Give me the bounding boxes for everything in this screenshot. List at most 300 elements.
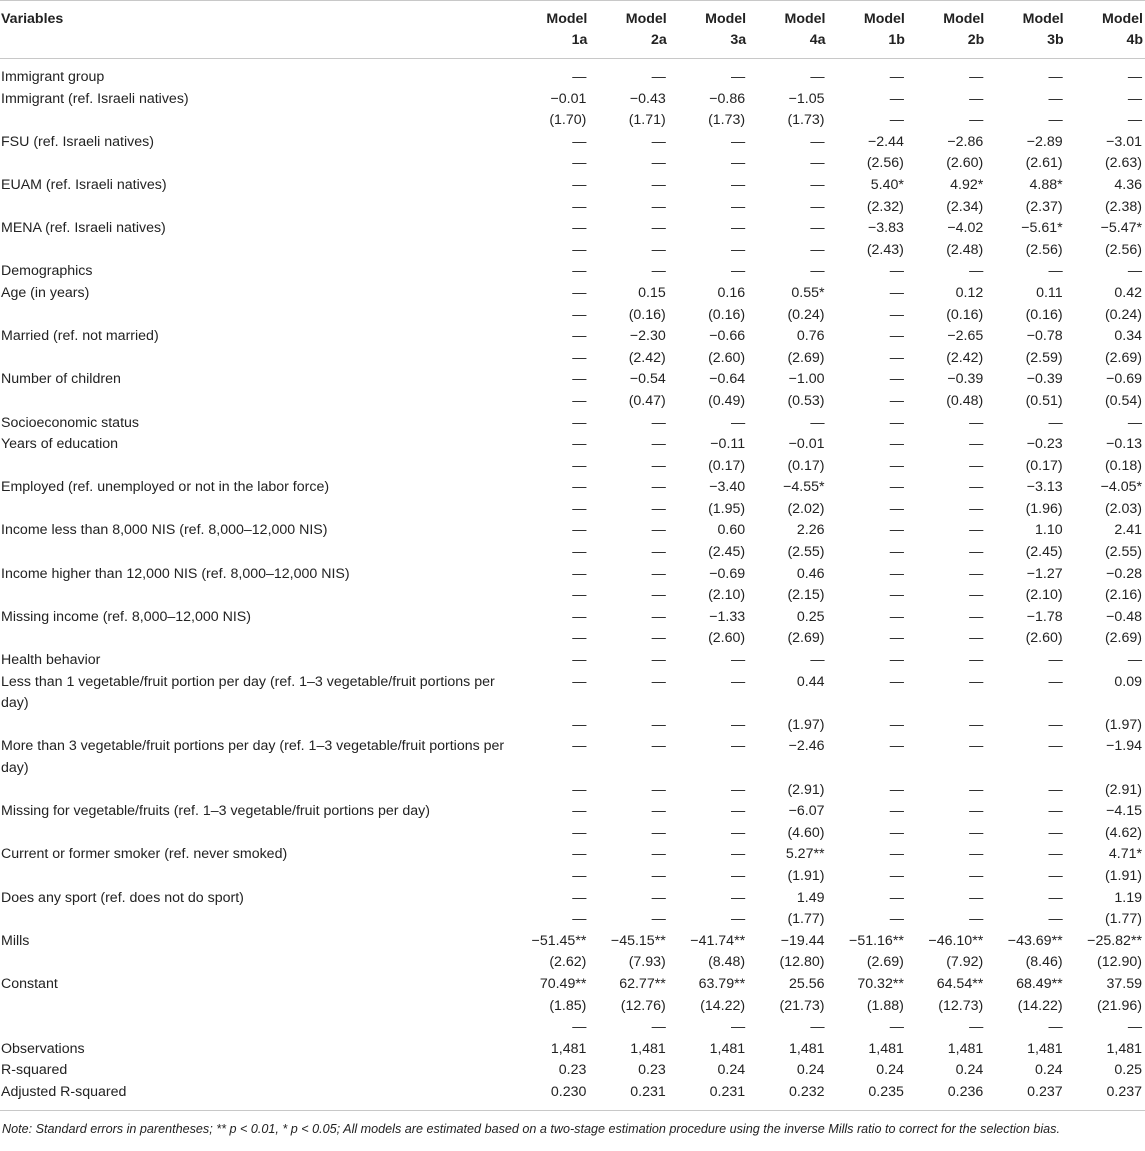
cell-value: 0.235 bbox=[868, 1083, 904, 1100]
cell-value: (1.91) bbox=[787, 867, 825, 884]
cell-value: — bbox=[969, 781, 984, 798]
row-label: Income less than 8,000 NIS (ref. 8,000–12,000 NIS) bbox=[1, 522, 328, 539]
table-row bbox=[0, 607, 1145, 629]
row-label bbox=[0, 153, 510, 175]
table-row bbox=[0, 1082, 1145, 1110]
cell-value: (1.73) bbox=[708, 112, 746, 129]
cell-value: — bbox=[889, 738, 904, 755]
cell-value: 0.55* bbox=[791, 284, 825, 301]
row-label bbox=[0, 305, 510, 327]
table-row bbox=[0, 844, 1145, 866]
cell-value: (0.47) bbox=[628, 392, 666, 409]
model-header-line2: 3a bbox=[730, 32, 747, 48]
cell-value: −0.28 bbox=[1106, 565, 1142, 582]
cell-value: — bbox=[651, 479, 666, 496]
cell-value: — bbox=[651, 1019, 666, 1036]
table-row bbox=[0, 1060, 1145, 1082]
model-header-line2: 4a bbox=[809, 32, 826, 48]
cell-value: (2.60) bbox=[1025, 630, 1063, 647]
row-label: Missing for vegetable/fruits (ref. 1–3 vegetable/fruit portions per day) bbox=[1, 803, 430, 820]
cell-value: — bbox=[651, 176, 666, 193]
cell-value: — bbox=[651, 673, 666, 690]
cell-value: — bbox=[730, 241, 746, 258]
cell-value: −0.43 bbox=[629, 90, 666, 107]
model-header-2b bbox=[907, 1, 986, 59]
table-row bbox=[0, 499, 1145, 521]
table-row bbox=[0, 59, 1145, 89]
cell-value: −3.40 bbox=[709, 479, 746, 496]
table-body bbox=[0, 59, 1145, 1111]
table-row bbox=[0, 89, 1145, 111]
cell-value: — bbox=[572, 846, 587, 863]
cell-value: — bbox=[889, 500, 904, 517]
cell-value: — bbox=[651, 889, 666, 906]
cell-value: (7.93) bbox=[628, 954, 666, 971]
cell-value: — bbox=[651, 608, 666, 625]
model-header-4b bbox=[1066, 1, 1145, 59]
cell-value: (8.46) bbox=[1025, 954, 1063, 971]
cell-value: (2.56) bbox=[1104, 241, 1142, 258]
header-row bbox=[0, 1, 1145, 59]
cell-value: (2.56) bbox=[1025, 241, 1063, 258]
cell-value: — bbox=[572, 587, 587, 604]
cell-value: 0.11 bbox=[1036, 284, 1063, 301]
cell-value: (2.69) bbox=[787, 349, 825, 366]
table-row bbox=[0, 283, 1145, 305]
row-label: Age (in years) bbox=[1, 284, 90, 301]
table-row bbox=[0, 520, 1145, 542]
cell-value: — bbox=[651, 522, 666, 539]
cell-value: — bbox=[730, 889, 746, 906]
row-label: More than 3 vegetable/fruit portions per day (ref. 1–3 vegetable/fruit portions per day) bbox=[1, 738, 505, 776]
cell-value: — bbox=[969, 112, 984, 129]
cell-value: — bbox=[969, 889, 984, 906]
cell-value: — bbox=[1048, 911, 1063, 928]
cell-value: (0.17) bbox=[708, 457, 746, 474]
cell-value: −0.78 bbox=[1026, 328, 1063, 345]
row-label: Immigrant group bbox=[1, 69, 105, 85]
cell-value: — bbox=[651, 198, 666, 215]
row-label: Number of children bbox=[1, 371, 121, 388]
row-label bbox=[0, 197, 510, 219]
row-label bbox=[0, 909, 510, 931]
cell-value: — bbox=[969, 673, 984, 690]
cell-value: (2.10) bbox=[1025, 587, 1063, 604]
table-row bbox=[0, 974, 1145, 996]
cell-value: — bbox=[1048, 1019, 1063, 1036]
row-label: Married (ref. not married) bbox=[1, 328, 159, 345]
model-header-line1: Model bbox=[784, 11, 826, 27]
cell-value: — bbox=[651, 457, 666, 474]
cell-value: — bbox=[969, 565, 984, 582]
table-row bbox=[0, 477, 1145, 499]
cell-value: (0.16) bbox=[708, 306, 746, 323]
row-label: Does any sport (ref. does not do sport) bbox=[1, 889, 244, 906]
cell-value: (2.45) bbox=[1025, 544, 1063, 561]
cell-value: — bbox=[572, 263, 587, 280]
cell-value: — bbox=[572, 522, 587, 539]
cell-value: — bbox=[810, 155, 825, 172]
cell-value: — bbox=[969, 867, 984, 884]
cell-value: (14.22) bbox=[1017, 997, 1063, 1014]
table-row bbox=[0, 996, 1145, 1018]
table-row bbox=[0, 931, 1145, 953]
cell-value: −1.78 bbox=[1026, 608, 1063, 625]
cell-value: 0.24 bbox=[876, 1062, 904, 1079]
cell-value: 0.60 bbox=[717, 522, 746, 539]
cell-value: — bbox=[889, 867, 904, 884]
cell-value: — bbox=[889, 90, 904, 107]
table-row bbox=[0, 413, 1145, 435]
cell-value: — bbox=[572, 306, 587, 323]
cell-value: — bbox=[1048, 90, 1063, 107]
cell-value: (2.48) bbox=[946, 241, 984, 258]
cell-value: 37.59 bbox=[1106, 975, 1142, 992]
cell-value: — bbox=[730, 803, 746, 820]
table-row bbox=[0, 715, 1145, 737]
cell-value: (2.91) bbox=[787, 781, 825, 798]
cell-value: (0.17) bbox=[1025, 457, 1063, 474]
cell-value: (1.96) bbox=[1025, 500, 1063, 517]
model-header-line2: 1b bbox=[888, 32, 905, 48]
cell-value: (2.60) bbox=[708, 349, 746, 366]
row-label bbox=[0, 585, 510, 607]
table-row bbox=[0, 153, 1145, 175]
cell-value: 2.41 bbox=[1114, 522, 1142, 539]
cell-value: −25.82** bbox=[1087, 932, 1142, 949]
table-row bbox=[0, 261, 1145, 283]
cell-value: −2.86 bbox=[947, 133, 984, 150]
cell-value: — bbox=[1048, 738, 1063, 755]
cell-value: — bbox=[730, 673, 746, 690]
cell-value: −0.69 bbox=[1106, 371, 1142, 388]
cell-value: (2.55) bbox=[1104, 544, 1142, 561]
cell-value: — bbox=[572, 436, 587, 453]
cell-value: — bbox=[969, 587, 984, 604]
cell-value: — bbox=[572, 176, 587, 193]
cell-value: 1,481 bbox=[868, 1040, 904, 1057]
cell-value: — bbox=[572, 1019, 587, 1036]
cell-value: — bbox=[969, 479, 984, 496]
table-row bbox=[0, 369, 1145, 391]
model-header-line1: Model bbox=[863, 11, 905, 27]
cell-value: — bbox=[651, 781, 666, 798]
cell-value: — bbox=[889, 522, 904, 539]
cell-value: 0.15 bbox=[638, 284, 666, 301]
cell-value: — bbox=[969, 544, 984, 561]
cell-value: — bbox=[730, 824, 746, 841]
cell-value: — bbox=[1048, 673, 1063, 690]
cell-value: — bbox=[572, 479, 587, 496]
table-row bbox=[0, 628, 1145, 650]
cell-value: 0.12 bbox=[955, 284, 984, 301]
cell-value: — bbox=[730, 69, 746, 85]
cell-value: −19.44 bbox=[780, 932, 825, 949]
cell-value: — bbox=[889, 565, 904, 582]
row-label: Demographics bbox=[1, 263, 93, 280]
cell-value: — bbox=[651, 587, 666, 604]
cell-value: — bbox=[889, 112, 904, 129]
model-header-line1: Model bbox=[705, 11, 747, 27]
cell-value: — bbox=[1048, 867, 1063, 884]
cell-value: (12.80) bbox=[779, 954, 825, 971]
cell-value: (2.69) bbox=[1104, 349, 1142, 366]
cell-value: — bbox=[651, 414, 666, 431]
cell-value: (0.16) bbox=[628, 306, 666, 323]
cell-value: — bbox=[1048, 846, 1063, 863]
cell-value: — bbox=[730, 867, 746, 884]
cell-value: (2.43) bbox=[866, 241, 904, 258]
row-label: Less than 1 vegetable/fruit portion per day (ref. 1–3 vegetable/fruit portions per day) bbox=[1, 673, 495, 712]
row-label bbox=[0, 866, 510, 888]
cell-value: — bbox=[1127, 414, 1142, 431]
table-row bbox=[0, 823, 1145, 845]
cell-value: — bbox=[1048, 781, 1063, 798]
cell-value: (8.48) bbox=[708, 954, 746, 971]
cell-value: — bbox=[1127, 90, 1142, 107]
model-header-line1: Model bbox=[546, 11, 588, 27]
cell-value: 1,481 bbox=[550, 1040, 587, 1057]
cell-value: — bbox=[810, 652, 825, 669]
cell-value: (12.73) bbox=[938, 997, 984, 1014]
table-row bbox=[0, 1017, 1145, 1039]
cell-value: — bbox=[572, 716, 587, 733]
cell-value: — bbox=[889, 479, 904, 496]
cell-value: −2.89 bbox=[1026, 133, 1063, 150]
cell-value: — bbox=[572, 565, 587, 582]
cell-value: — bbox=[572, 457, 587, 474]
cell-value: −0.01 bbox=[788, 436, 825, 453]
table-row bbox=[0, 348, 1145, 370]
table-row bbox=[0, 888, 1145, 910]
cell-value: −51.45** bbox=[531, 932, 587, 949]
cell-value: — bbox=[651, 846, 666, 863]
cell-value: (2.59) bbox=[1025, 349, 1063, 366]
row-label: EUAM (ref. Israeli natives) bbox=[1, 176, 167, 193]
cell-value: — bbox=[969, 824, 984, 841]
cell-value: (12.90) bbox=[1097, 954, 1142, 971]
table-row bbox=[0, 585, 1145, 607]
cell-value: — bbox=[969, 522, 984, 539]
cell-value: — bbox=[730, 716, 746, 733]
cell-value: −2.65 bbox=[947, 328, 984, 345]
cell-value: (1.91) bbox=[1104, 867, 1142, 884]
cell-value: (2.34) bbox=[946, 198, 984, 215]
cell-value: (1.77) bbox=[787, 911, 825, 928]
cell-value: — bbox=[572, 328, 587, 345]
cell-value: −1.00 bbox=[788, 371, 825, 388]
cell-value: — bbox=[889, 630, 904, 647]
cell-value: (2.37) bbox=[1025, 198, 1063, 215]
cell-value: 1.10 bbox=[1035, 522, 1063, 539]
row-label: Current or former smoker (ref. never smoked) bbox=[1, 846, 288, 863]
cell-value: — bbox=[1127, 112, 1142, 129]
cell-value: (1.85) bbox=[549, 997, 587, 1014]
cell-value: 5.40* bbox=[870, 176, 904, 193]
cell-value: — bbox=[730, 781, 746, 798]
table-row bbox=[0, 434, 1145, 456]
cell-value: — bbox=[1048, 652, 1063, 669]
table-row bbox=[0, 542, 1145, 564]
cell-value: — bbox=[889, 608, 904, 625]
row-label bbox=[0, 823, 510, 845]
cell-value: — bbox=[572, 392, 587, 409]
cell-value: — bbox=[730, 198, 746, 215]
row-label: Missing income (ref. 8,000–12,000 NIS) bbox=[1, 608, 251, 625]
cell-value: — bbox=[730, 176, 746, 193]
cell-value: — bbox=[651, 133, 666, 150]
cell-value: −0.69 bbox=[709, 565, 746, 582]
cell-value: (2.69) bbox=[866, 954, 904, 971]
cell-value: 0.25 bbox=[796, 608, 825, 625]
cell-value: (4.60) bbox=[787, 824, 825, 841]
table-row bbox=[0, 780, 1145, 802]
row-label bbox=[0, 952, 510, 974]
cell-value: −1.94 bbox=[1106, 738, 1142, 755]
cell-value: — bbox=[1127, 263, 1142, 280]
cell-value: (1.73) bbox=[787, 112, 825, 129]
variables-header: Variables bbox=[1, 11, 64, 27]
row-label: Socioeconomic status bbox=[1, 414, 140, 431]
cell-value: — bbox=[730, 846, 746, 863]
cell-value: — bbox=[810, 414, 825, 431]
model-header-line2: 4b bbox=[1126, 32, 1143, 48]
cell-value: (2.61) bbox=[1025, 155, 1063, 172]
cell-value: 0.42 bbox=[1114, 284, 1142, 301]
cell-value: — bbox=[889, 544, 904, 561]
cell-value: — bbox=[572, 867, 587, 884]
row-label bbox=[0, 542, 510, 564]
cell-value: (2.45) bbox=[708, 544, 746, 561]
cell-value: 0.24 bbox=[717, 1062, 746, 1079]
table-note: Note: Standard errors in parentheses; ** p < 0.01, * p < 0.05; All models are estimated based on a two-stage estimation procedure using the inverse Mills ratio to correct for the selection bias. bbox=[2, 1121, 1060, 1136]
table-row bbox=[0, 564, 1145, 586]
cell-value: — bbox=[651, 500, 666, 517]
cell-value: — bbox=[810, 220, 825, 237]
cell-value: −45.15** bbox=[610, 932, 666, 949]
cell-value: — bbox=[730, 911, 746, 928]
cell-value: — bbox=[889, 652, 904, 669]
cell-value: (1.70) bbox=[549, 112, 587, 129]
cell-value: 0.236 bbox=[947, 1083, 984, 1100]
row-label: MENA (ref. Israeli natives) bbox=[1, 220, 166, 237]
cell-value: −0.01 bbox=[550, 90, 587, 107]
table-row bbox=[0, 175, 1145, 197]
cell-value: — bbox=[889, 263, 904, 280]
table-row bbox=[0, 650, 1145, 672]
cell-value: 1,481 bbox=[630, 1040, 666, 1057]
table-row bbox=[0, 952, 1145, 974]
cell-value: — bbox=[651, 630, 666, 647]
table-row bbox=[0, 305, 1145, 327]
cell-value: — bbox=[889, 457, 904, 474]
cell-value: 2.26 bbox=[796, 522, 825, 539]
cell-value: (2.42) bbox=[946, 349, 984, 366]
cell-value: (2.38) bbox=[1104, 198, 1142, 215]
row-label: Observations bbox=[1, 1040, 85, 1057]
cell-value: (2.55) bbox=[787, 544, 825, 561]
cell-value: — bbox=[969, 803, 984, 820]
cell-value: — bbox=[810, 198, 825, 215]
table-row bbox=[0, 801, 1145, 823]
cell-value: — bbox=[1048, 112, 1063, 129]
cell-value: (1.95) bbox=[708, 500, 746, 517]
cell-value: — bbox=[572, 284, 587, 301]
cell-value: — bbox=[889, 673, 904, 690]
cell-value: — bbox=[889, 371, 904, 388]
cell-value: 0.24 bbox=[796, 1062, 825, 1079]
cell-value: — bbox=[810, 69, 825, 85]
cell-value: (2.03) bbox=[1104, 500, 1142, 517]
cell-value: — bbox=[1048, 889, 1063, 906]
row-label bbox=[0, 348, 510, 370]
cell-value: — bbox=[969, 436, 984, 453]
cell-value: — bbox=[810, 133, 825, 150]
cell-value: 0.231 bbox=[709, 1083, 746, 1100]
cell-value: — bbox=[889, 803, 904, 820]
cell-value: — bbox=[889, 436, 904, 453]
table-row bbox=[0, 326, 1145, 348]
cell-value: 0.231 bbox=[630, 1083, 666, 1100]
cell-value: −2.46 bbox=[788, 738, 825, 755]
cell-value: (2.32) bbox=[866, 198, 904, 215]
cell-value: — bbox=[572, 544, 587, 561]
cell-value: — bbox=[810, 263, 825, 280]
model-header-3a bbox=[669, 1, 748, 59]
cell-value: — bbox=[651, 155, 666, 172]
cell-value: 0.16 bbox=[717, 284, 746, 301]
cell-value: 1,481 bbox=[1106, 1040, 1142, 1057]
cell-value: (2.91) bbox=[1104, 781, 1142, 798]
table-row bbox=[0, 132, 1145, 154]
cell-value: −5.47* bbox=[1100, 220, 1142, 237]
model-header-4a bbox=[748, 1, 827, 59]
cell-value: −43.69** bbox=[1007, 932, 1063, 949]
cell-value: — bbox=[651, 716, 666, 733]
cell-value: −1.27 bbox=[1026, 565, 1063, 582]
cell-value: — bbox=[572, 911, 587, 928]
cell-value: 63.79** bbox=[698, 975, 746, 992]
cell-value: 1,481 bbox=[788, 1040, 825, 1057]
model-header-line1: Model bbox=[1022, 11, 1064, 27]
cell-value: (2.63) bbox=[1104, 155, 1142, 172]
cell-value: — bbox=[730, 414, 746, 431]
cell-value: — bbox=[889, 349, 904, 366]
table-row bbox=[0, 391, 1145, 413]
cell-value: — bbox=[1048, 824, 1063, 841]
cell-value: — bbox=[889, 587, 904, 604]
row-label bbox=[0, 780, 510, 802]
cell-value: — bbox=[572, 673, 587, 690]
cell-value: −3.13 bbox=[1026, 479, 1063, 496]
cell-value: (1.88) bbox=[866, 997, 904, 1014]
cell-value: (12.76) bbox=[620, 997, 666, 1014]
cell-value: — bbox=[651, 738, 666, 755]
table-row bbox=[0, 218, 1145, 240]
cell-value: — bbox=[1048, 69, 1063, 85]
cell-value: −6.07 bbox=[788, 803, 825, 820]
cell-value: (0.54) bbox=[1104, 392, 1142, 409]
row-label bbox=[0, 996, 510, 1018]
cell-value: 62.77** bbox=[619, 975, 666, 992]
cell-value: −4.15 bbox=[1106, 803, 1142, 820]
cell-value: −1.33 bbox=[709, 608, 746, 625]
cell-value: — bbox=[889, 911, 904, 928]
cell-value: (2.69) bbox=[1104, 630, 1142, 647]
cell-value: (2.60) bbox=[946, 155, 984, 172]
cell-value: — bbox=[969, 652, 984, 669]
cell-value: — bbox=[651, 867, 666, 884]
